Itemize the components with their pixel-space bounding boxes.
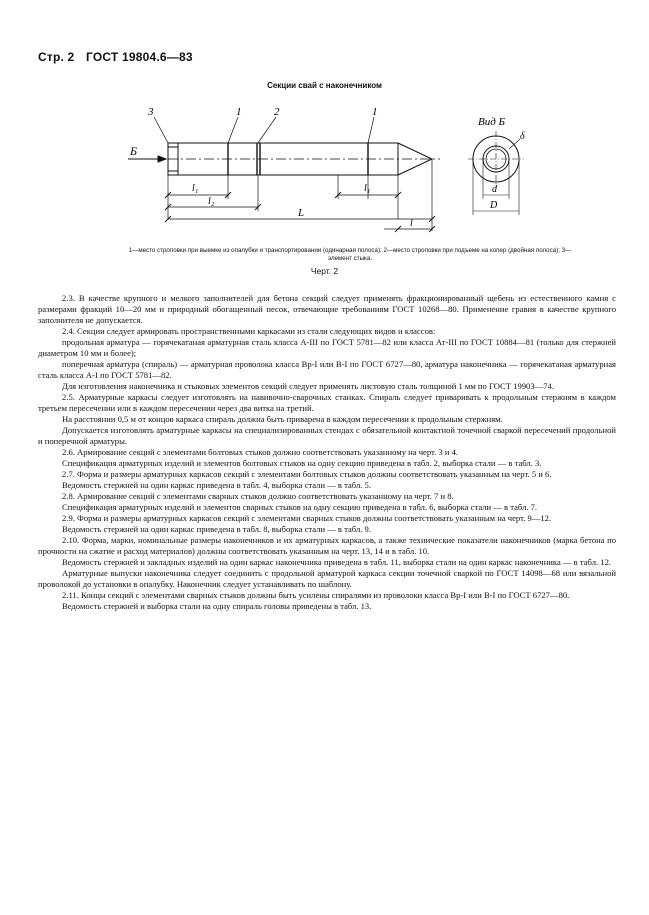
paragraph: 2.3. В качестве крупного и мелкого заполнителей для бетона секций следует применять фракционированный щебень из естественного камня с размерами фракций 10—20 мм и природный обогащенный песок, отвечающие требованиям ГОСТ 10268—80. Применение гравия в качестве крупного заполнителя не допускается. xyxy=(38,293,616,325)
dim-l2: l₂ xyxy=(208,196,215,207)
callout-1-right: 1 xyxy=(372,106,378,118)
paragraph: Арматурные выпуски наконечника следует соединить с продольной арматурой каркаса секции точечной сваркой по ГОСТ 14098—68 или вязальной проволокой до установки в опалубку. Наконечник следует устанавливать по шаблону. xyxy=(38,568,616,589)
paragraph: Ведомость стержней на один каркас приведена в табл. 4, выборка стали — в табл. 5. xyxy=(62,480,372,490)
dim-l1-left: l₁ xyxy=(192,183,199,194)
paragraph: Для изготовления наконечника и стыковых элементов секций следует применять листовую сталь толщиной 1 мм по ГОСТ 19903—74. xyxy=(62,381,554,391)
paragraph: 2.8. Армирование секций с элементами сварных стыков должно соответствовать указанному на черт. 7 и 8. xyxy=(62,491,454,501)
paragraph: 2.4. Секции следует армировать пространственными каркасами из стали следующих видов и классов: xyxy=(62,326,436,336)
paragraph: Ведомость стержней на один каркас приведена в табл. 8, выборка стали — в табл. 9. xyxy=(62,524,372,534)
dim-l1-right: l₁ xyxy=(364,183,371,194)
paragraph: 2.11. Концы секций с элементами сварных стыков должны быть усилены спиралями из проволоки класса Вр-I или В-I по ГОСТ 6727—80. xyxy=(62,590,570,600)
page-header xyxy=(38,50,201,64)
paragraph: 2.5. Арматурные каркасы следует изготовлять на навивочно-сварочных станках. Спираль следует приваривать к продольным стержням в каждом третьем пересечении или в каждом пересечении через два витка на третий. xyxy=(38,392,616,413)
dim-delta: δ xyxy=(520,131,525,142)
paragraph: Допускается изготовлять арматурные каркасы на специализированных стендах с обязательной контактной точечной сваркой пересечений продольной и поперечной арматуры. xyxy=(38,425,616,446)
callout-2: 2 xyxy=(274,106,280,118)
arrow-b-label: Б xyxy=(130,144,138,158)
dim-d: d xyxy=(492,184,497,195)
dim-D: D xyxy=(490,200,498,211)
paragraph: Ведомость стержней и закладных изделий на один каркас наконечника приведена в табл. 11, выборка стали на один каркас наконечника — в табл. 12. xyxy=(62,557,612,567)
paragraph: На расстоянии 0,5 м от концов каркаса спираль должна быть приварена в каждом пересечении к продольным стержням. xyxy=(62,414,503,424)
paragraph: 2.7. Форма и размеры арматурных каркасов секций с элементами болтовых стыков должны соответствовать указанным на черт. 5 и 6. xyxy=(62,469,552,479)
paragraph: Спецификация арматурных изделий и элементов болтовых стыков на одну секцию приведена в табл. 2, выборка стали — в табл. 3. xyxy=(62,458,542,468)
figure-title: Секции свай с наконечником xyxy=(267,81,382,90)
figure-legend: 1—место строповки при выемке из опалубки и транспортировании (одинарная полоса); 2—место строповки при подъеме на копер (двойная полоса); 3—элемент стыка. xyxy=(128,247,572,262)
paragraph: продольная арматура — горячекатаная арматурная сталь класса А-III по ГОСТ 5781—82 или класса Ат-III по ГОСТ 10884—81 (только для стержней диаметром 10 мм и более); xyxy=(38,337,616,358)
paragraph: 2.10. Форма, марки, номинальные размеры наконечников и их арматурных каркасов, а также технические показатели наконечников (марка бетона по прочности на сжатие и расход материалов) должны соответствовать указанным на черт. 13, 14 и в табл. 10. xyxy=(38,535,616,556)
pile-side-view xyxy=(128,117,440,231)
callout-3: 3 xyxy=(148,106,154,118)
callout-1-left: 1 xyxy=(236,106,242,118)
standard-number: ГОСТ 19804.6—83 xyxy=(85,50,193,64)
document-body xyxy=(38,293,616,612)
figure-caption: Черт. 2 xyxy=(310,266,339,276)
paragraph: Спецификация арматурных изделий и элементов сварных стыков на одну секцию приведена в табл. 6, выборка стали — в табл. 7. xyxy=(62,502,538,512)
page-number: Стр. 2 xyxy=(38,50,75,64)
paragraph: 2.9. Форма и размеры арматурных каркасов секций с элементами сварных стыков должны соответствовать указанным на черт. 9—12. xyxy=(62,513,552,523)
view-b-label: Вид Б xyxy=(478,116,506,128)
dim-L: L xyxy=(298,207,305,219)
dim-l: l xyxy=(410,218,413,229)
pile-section-drawing xyxy=(0,95,649,245)
paragraph: Ведомость стержней и выборка стали на одну спираль головы приведены в табл. 13. xyxy=(62,601,372,611)
paragraph: поперечная арматура (спираль) — арматурная проволока класса Вр-I или В-I по ГОСТ 6727—80, арматура наконечника — горячекатаная арматурная сталь класса А-I по ГОСТ 5781—82. xyxy=(38,359,616,380)
paragraph: 2.6. Армирование секций с элементами болтовых стыков должно соответствовать указанному на черт. 3 и 4. xyxy=(62,447,459,457)
